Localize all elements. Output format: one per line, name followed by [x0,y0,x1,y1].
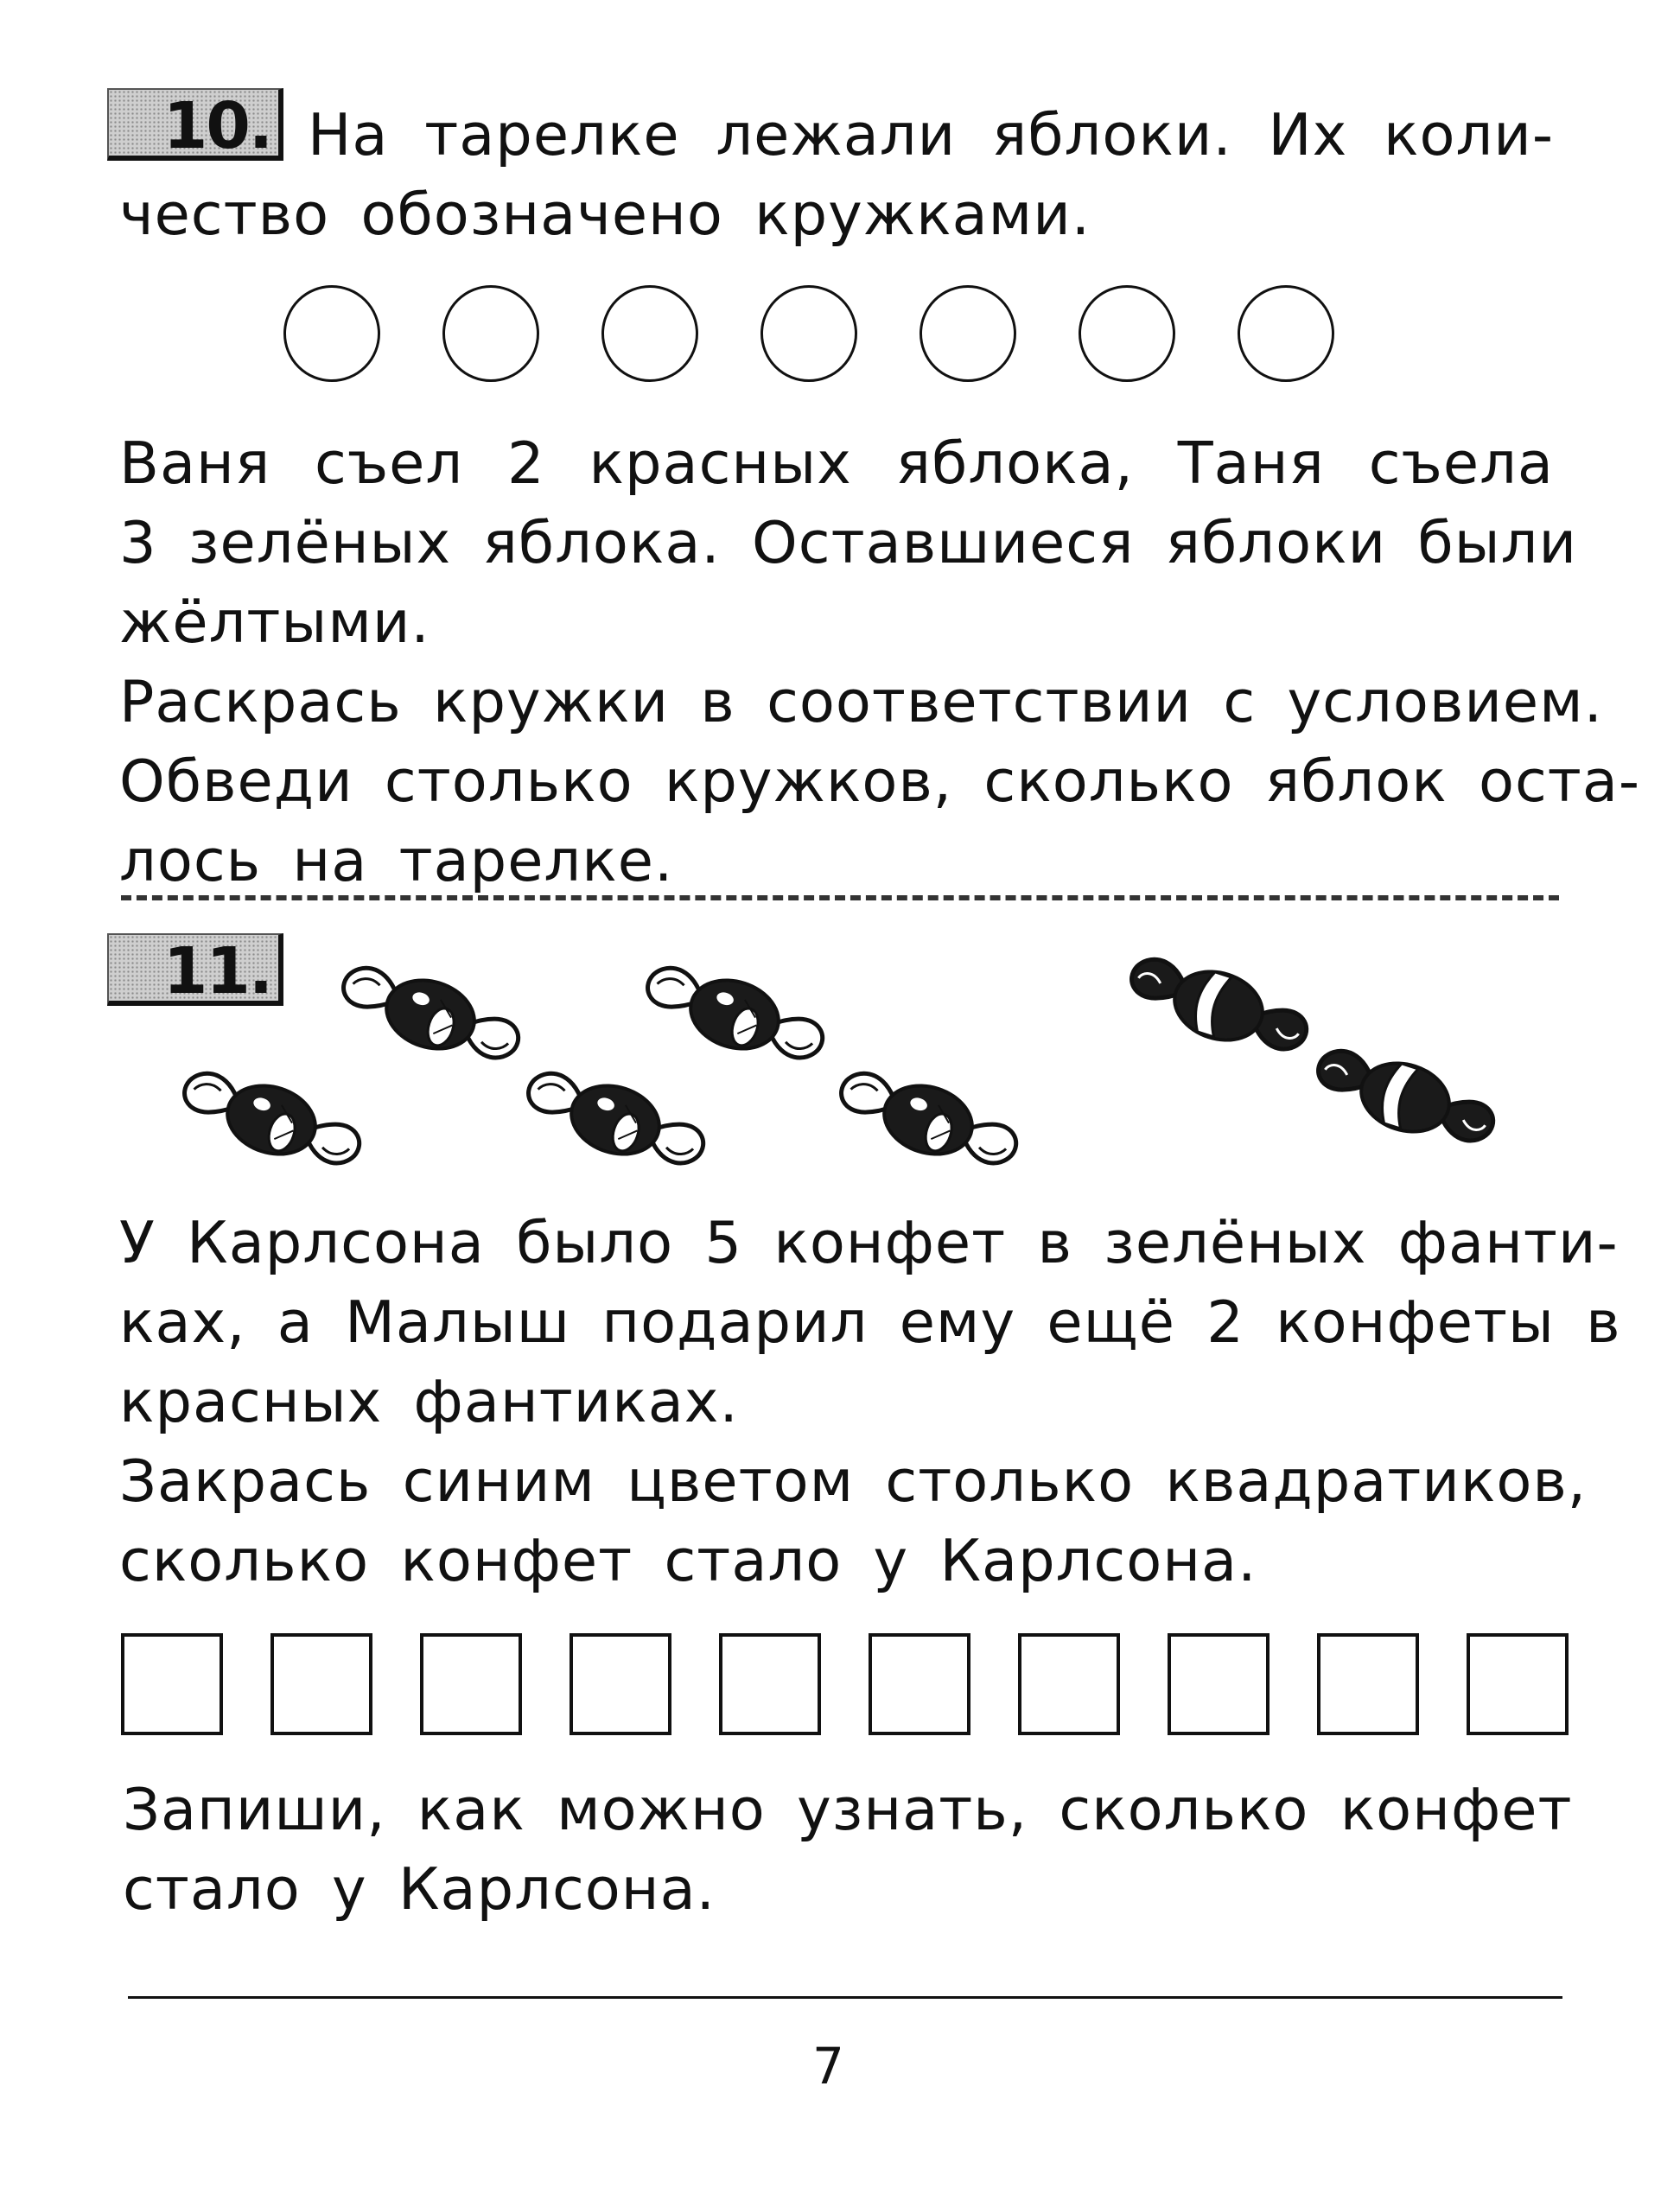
candy-light-wrapper [512,1059,719,1180]
apple-circle[interactable] [760,285,857,382]
task-10-body-line: Обведи столько кружков, сколько яблок оста- [119,747,1641,815]
candy-square[interactable] [1317,1633,1419,1735]
candy-square[interactable] [1018,1633,1120,1735]
task-11-final [123,1770,1573,1929]
task-10-body-line: лось на тарелке. [119,827,674,894]
task-11-body [119,1203,1621,1600]
candy-square[interactable] [121,1633,223,1735]
candy-square[interactable] [1467,1633,1569,1735]
candy-square[interactable] [270,1633,372,1735]
section-divider-dashed [121,895,1559,900]
page-number: 7 [812,2037,844,2096]
candy-square[interactable] [420,1633,522,1735]
candy-square[interactable] [1168,1633,1270,1735]
candy-light-wrapper [824,1059,1032,1180]
apple-circle[interactable] [1238,285,1334,382]
task-11-body-line: сколько конфет стало у Карлсона. [119,1527,1257,1594]
task-10-body-line: жёлтыми. [119,588,430,656]
apple-circle[interactable] [283,285,380,382]
task-10-intro-line-1: На тарелке лежали яблоки. Их коли- [308,101,1554,169]
candy-light-wrapper [631,954,838,1075]
candy-square[interactable] [719,1633,821,1735]
candy-light-wrapper [168,1059,375,1180]
task-10-body-line: 3 зелёных яблока. Оставшиеся яблоки были [119,509,1578,576]
task-11-body-line: красных фантиках. [119,1368,739,1435]
candy-squares [121,1633,1569,1735]
task-10-body [119,423,1641,900]
apple-circle[interactable] [1079,285,1175,382]
task-11-body-line: Закрась синим цветом столько квадратиков, [119,1447,1588,1515]
task-11-body-line: У Карлсона было 5 конфет в зелёных фанти- [119,1209,1619,1276]
apple-circle[interactable] [601,285,698,382]
candy-dark-wrapper [1115,945,1322,1066]
task-11-final-line: стало у Карлсона. [123,1855,716,1923]
task-11-final-line: Запиши, как можно узнать, сколько конфет [123,1776,1573,1843]
apple-circle[interactable] [442,285,539,382]
candy-light-wrapper [327,954,534,1075]
candy-dark-wrapper [1301,1037,1509,1158]
apple-circle[interactable] [920,285,1016,382]
task-10-intro [119,95,1554,254]
candy-square[interactable] [869,1633,970,1735]
task-11-body-line: ках, а Малыш подарил ему ещё 2 конфеты в [119,1288,1621,1356]
answer-line[interactable] [128,1996,1562,1999]
candy-square[interactable] [570,1633,671,1735]
task-10-body-line: Ваня съел 2 красных яблока, Таня съела [119,429,1554,497]
task-10-body-line: Раскрась кружки в соответствии с условием. [119,668,1603,735]
task-11-number-badge: 11. [107,933,283,1006]
apple-circles [283,285,1334,382]
task-10-intro-line-2: чество обозначено кружками. [119,181,1091,248]
task-10-number-badge: 10. [107,88,283,161]
